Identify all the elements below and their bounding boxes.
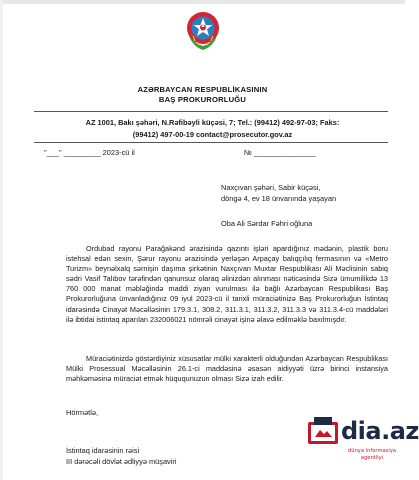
dia-az-watermark — [306, 413, 419, 475]
signer-title-line2: III dərəcəli dövlət ədliyyə müşaviri — [66, 457, 177, 466]
azerbaijan-emblem-icon — [185, 8, 221, 52]
reference-number: № _______________ — [244, 148, 316, 157]
organization-name-line2: BAŞ PROKURORLUĞU — [158, 95, 247, 104]
recipient-name: Oba Ali Sərdar Fəhri oğluna — [221, 219, 313, 228]
address-line2: (99412) 497-00-19 contact@prosecutor.gov.az — [132, 130, 293, 139]
body-paragraph-2-text: Müraciətinizdə göstərdiyiniz xüsusatlar mülki xarakterli olduğundan Azərbaycan Respublikası Mülki Prosessual Məcəlləsinin 26.1-ci maddəsinə əsasən aidiyyəti üzrə birinci instansiya məhkəməsinə müraciət etmək hüququnuzun olması Sizə izah edilir. — [66, 354, 388, 384]
organization-name-line1: AZƏRBAYCAN RESPUBLİKASININ — [137, 85, 268, 94]
body-paragraph-1-text: Ordubad rayonu Parağakənd ərazisində qazıntı işləri apardığınız mədənin, plastik boru istehsal edən sexin, Şərur rayonu ərazisində yerləşən Arpaçay balıqçılıq fermasının və «Metro Turizm» beynəlxalq sərnişin daşıma şirkətinin Naxçıvan Muxtar Respublikası Ali Məclisinin sabiq sədri Vasif Talıbov tərəfindən qanunsuz olaraq əlinizdən alınması nəticəsində Sizə ümumilikdə 13 760 000 manat məbləğində maddi ziyan vurulması ilə bağlı Azərbaycan Respublikası Baş Prokurorluğuna ünvanladığınız 09 iyul 2023-cü il tarixli müraciətinizə Baş Prokurorluğun İstintaq idarəsində Cinayət Məcəlləsinin 179.3.1, 308.2, 311.3.1, 311.3.2, 311.3.3 və 311.3.4-cü maddələri ilə ibtidai istintaq aparılan 232006021 nömrəli cinayət işinə əlavə edilməklə baxılmışdır. — [66, 244, 388, 324]
page-edge-top — [0, 0, 405, 4]
address-line1: AZ 1001, Bakı şəhəri, N.Rəfibəyli küçəsi, 7; Tel.: (99412) 492-97-03; Faks: — [85, 118, 340, 127]
dia-az-tagline-line2: agentliyi — [360, 455, 384, 461]
dia-az-logo-text: dia.az — [341, 417, 419, 445]
header-rule-top — [34, 111, 388, 112]
reference-date: "___" _________ 2023-cü il — [44, 148, 135, 157]
dia-az-logo-icon — [306, 413, 340, 447]
closing-greeting: Hörmətlə, — [66, 408, 99, 417]
dia-az-tagline-line1: dünya informasiya — [347, 448, 397, 454]
signer-title-line1: İstintaq idarəsinin rəisi — [66, 446, 140, 455]
header-rule-bottom — [34, 142, 388, 143]
recipient-address-line1: Naxçıvan şəhəri, Sabir küçəsi, — [221, 183, 321, 192]
page-edge-left — [0, 0, 3, 480]
body-paragraph-1 — [66, 244, 388, 325]
body-paragraph-2 — [66, 354, 388, 384]
recipient-address-line2: döngə 4, ev 18 ünvanında yaşayan — [221, 194, 337, 203]
